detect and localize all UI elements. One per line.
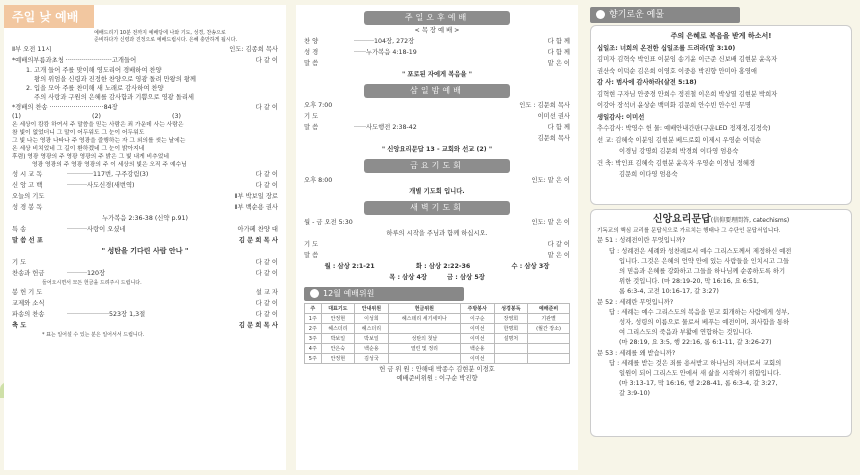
dawn-prayer-header: 새벽기도회 <box>364 201 510 215</box>
hymn-lyrics: 온 세상이 캄캄 하여서 주 말씀을 믿는 사람은 죄 가운데 사는 사람은 참 빛이 없었더니 그 말이 어두워도 그 눈이 어두워도 그 빛 나는 영광 나타나 주 영광을 즐행하는 자 그 외의를 씻는 날에는 온 세상 비치었네 그 길이 환하겠네 그 눈이 밝아지네 후렴) 영광 영광의 주 영광 영광의 주 밝은 그 빛 내게 비추었네 영광 영광의 주 영광 영광의 주 이 세상의 빛은 오직 주 예수님 <box>12 122 187 168</box>
tithe-label: 십일조: 너희의 온전한 십일조를 드려라(말 3:10) <box>597 44 736 52</box>
dawn-note: 하루의 시작을 주님과 함께 하십시오. <box>386 230 488 237</box>
order-row: 파송의 찬송 ·····················523장 1,3절 다 같 이 <box>12 311 278 318</box>
birthday-label: 생일감사: 이미선 <box>597 113 645 121</box>
sermon-row: 말 씀 선 포 김 문 희 목 사 <box>12 237 278 244</box>
friday-note: 개별 기도회 입니다. <box>409 188 465 195</box>
service-row: 말 씀 맡 은 이 <box>304 252 570 259</box>
service-time-row: Ⅱ부 오전 11시 인도: 김종희 목사 <box>12 46 278 53</box>
offerings-box <box>590 25 852 205</box>
catechism-question: 문 52 : 세례란 무엇입니까? <box>597 298 674 306</box>
catechism-question: 문 51 : 성례전이란 무엇입니까? <box>597 237 686 245</box>
offerings-headline: 주의 은혜로 복음을 받게 하소서! <box>670 32 772 40</box>
order-row: 신 앙 고 백 ··········사도신경(새번역) 다 같 이 <box>12 182 278 189</box>
offerer-names: 김혁현 구자님 안중경 안희수 정진철 이은희 박상열 김현분 박희자 <box>597 90 778 98</box>
service-row: 김문희 목사 <box>537 135 570 142</box>
offerer-names: 김미자 김혁숙 박인표 이분임 송기윤 이근준 신보배 김현분 윤옥자 <box>597 56 778 63</box>
bullet-icon <box>310 289 319 298</box>
service-row: 찬 양 ··········104장, 272장 다 함 께 <box>304 38 570 45</box>
offering-note: 들어오시면서 모든 헌금을 드려주시 드립니다. <box>42 280 142 286</box>
offerer-names: 김문희 이다영 엄용숙 <box>619 171 678 178</box>
wednesday-service-header: 삼일밤예배 <box>364 84 510 98</box>
service-row: 기 도 이미선 권사 <box>304 113 570 120</box>
service-row: 기 도 다 같 이 <box>304 241 570 248</box>
order-row: 기 도 다 같 이 <box>12 259 278 266</box>
service-row: 월 - 금 오전 5:30 인도: 맡 은 이 <box>304 219 570 226</box>
table-row: 4주 안은숙 백순용 열린 및 정리 백순용 <box>305 344 570 354</box>
thanks-label: 감 사: 범사에 감사하라(살전 5:18) <box>597 79 697 86</box>
song-verses: 1. 고개 들어 주를 맞이해 영도리어 경배하여 찬양 왕의 위엄을 신령과 진정한 찬양으로 영광 돌려 만왕의 왕께 2. 입을 모아 주를 찬미해 새 노래로 감사하여 찬양 주의 사랑과 구원의 은혜를 감사함과 기쁨으로 영광 돌리세 <box>26 67 196 101</box>
order-row: 찬송과 헌금 ··········120장 다 같 이 <box>12 270 278 277</box>
service-row: 성 경 ······누가복음 4:18-19 다 함 께 <box>304 49 570 56</box>
call-to-worship-row: *예배의부름과초청 ·······················고개들어 다 같 이 <box>12 57 278 64</box>
service-row: 오후 8:00 인도: 맡 은 이 <box>304 177 570 184</box>
offerer-names: 이강아 장석녀 윤상순 백미화 김문희 안수빈 안수인 무명 <box>597 102 751 109</box>
catechism-intro: 기독교의 핵심 교리를 문답식으로 가르치는 행태나 그 수단인 문답서입니다. <box>597 228 781 235</box>
service-row: 말 씀 ······사도행전 2:38-42 다 함 께 <box>304 124 570 131</box>
service-row: 말 씀 맡 은 이 <box>304 60 570 67</box>
order-row: 봉 헌 기 도 설 교 자 <box>12 289 278 296</box>
table-row: 5주 안정현 김성국 이미선 <box>305 354 570 364</box>
prep-committee: 예배준비위원 : 이구순 박진향 <box>396 375 478 382</box>
special-song-row: 특 송 ··········사랑이 오셨네 아가페 찬양 대 <box>12 226 278 233</box>
intro: 예배드리기 10분 전까지 예배당에 나와 기도, 성경, 찬송으로 준비하다가 신령과 진정으로 예배드립시다. 은혜 충만하게 됩시다. <box>94 30 238 43</box>
offerings-header: 향기로운 예물 <box>590 7 740 23</box>
catechism-title: 신앙요리문답(信仰要理問答, catechisms) <box>652 214 790 225</box>
mission-label: 선 교: 김혜숙 이분임 김현분 베드로회 이제시 우영순 이덕순 <box>597 136 762 144</box>
hymn-verse-numbers: (1) (2) (3) <box>12 113 181 120</box>
afternoon-sermon: " 포로된 자에게 복음을 " <box>401 71 473 78</box>
order-row: 성 시 교 독 ·············117번, 구주강림(3) 다 같 이 <box>12 171 278 178</box>
catechism-box: 신앙요리문답(信仰要理問答, catechisms) 기독교의 핵심 교리를 문답식으로 가르치는 행태나 그 수단인 문답서입니다. 문 51 : 성례전이란 무엇입니까? 답 : 성례전은 세례와 성찬례로서 예수 그리스도께서 제정하신 예전 입니다. 그것은 은혜의 언약 안에 있는 사람들을 인치시고 그들 의 믿음과 은혜를 강화하고 그들을 하나님께 순종하도록 하기 위한 것입니다. (마 28:19-20, 막 16:16, 요 6:51, 롬 6:3-4, 고전 10:16-17, 갈 3:27) 문 52 : 세례란 무엇입니까? 답 : 세례는 예수 그리스도의 복음을 믿고 회개하는 사람에게 성부, 성자, 성령의 이름으로 물로서 베푸는 예전이며, 죄사함을 통하 여 그리스도의 죽음과 부활에 연합하는 것입니다. (마 28:19, 요 3:5, 행 22:16, 롬 6:1-11, 갈 3:26-27) 문 53 : 세례를 왜 받습니까? 답 : 세례를 받는 것은 죄를 용서받고 하나님의 자녀로서 교회의 일원이 되어 그리스도 안에서 새 삶을 시작하기 위함입니다. (마 3:13-17, 막 16:16, 행 2:28-41, 롬 6:3-4, 갈 3:27, 갈 3:9-10) <box>590 209 852 437</box>
bible-reading-plan: 월 : 삼상 2:1-21 화 : 삼상 2:22-36 수 : 삼상 3장 <box>324 263 550 270</box>
page-title: 주일 낮 예배 <box>4 5 94 28</box>
afternoon-service-header: 주일오후예배 <box>364 11 510 25</box>
table-row: 2주 헤스더리 헤스더리 이미선 한명희 (월간 장소) <box>305 324 570 334</box>
panel-morning-service <box>4 5 286 470</box>
offerer-names: 권산숙 이덕순 김은희 이영호 이중용 박진향 안미아 홍영애 <box>597 67 757 75</box>
panel-other-services <box>296 5 578 470</box>
afternoon-subtitle: < 목 장 예 배 > <box>414 27 460 34</box>
hymn-row: *경배의 찬송 ···························84장 다 같 이 <box>12 104 278 111</box>
bullet-icon <box>596 10 605 19</box>
offering-committee: 헌 금 위 원 : 안해대 박종수 김현분 이경호 <box>379 366 495 373</box>
catechism-question: 문 53 : 세례를 왜 받습니까? <box>597 349 676 357</box>
panel-offerings-catechism <box>586 5 856 470</box>
catechism-answer: 답 : 세례는 예수 그리스도의 복음을 믿고 회개하는 사람에게 성부, <box>609 308 790 316</box>
table-row: 1주 안정현 이성희 헤스데리 세기세미나 이구순 장영희 기관별 <box>305 314 570 324</box>
catechism-answer: 답 : 성례전은 세례와 성찬례로서 예수 그리스도께서 제정하신 예전 <box>609 247 792 255</box>
harvest-label: 추수감사: 박영수 헌 물: 예배안내간판(구운LED 정재경,김정숙) <box>597 125 771 132</box>
offerer-names: 이경님 강명희 김문희 박경희 이다영 엄용숙 <box>619 148 739 155</box>
service-row: 오후 7:00 인도 : 김문희 목사 <box>304 102 570 109</box>
order-row: 교제와 소식 다 같 이 <box>12 300 278 307</box>
scripture-ref: 누가복음 2:36-38 (신약 p.91) <box>102 215 188 222</box>
december-committee-header: 12월 예배위원 <box>304 287 464 301</box>
wednesday-sermon: " 신앙요리문답 13 - 교회와 선교 (2) " <box>381 146 493 153</box>
catechism-answer: 답 : 세례를 받는 것은 죄를 용서받고 하나님의 자녀로서 교회의 <box>609 359 782 367</box>
benediction-row: 축 도 김 문 희 목 사 <box>12 322 278 329</box>
table-row: 3주 박보일 박보일 성탄의 첫날 이미선 설명처 <box>305 334 570 344</box>
standing-note: * 표는 일어설 수 있는 분은 일어서서 드립니다. <box>42 332 145 338</box>
friday-prayer-header: 금요기도회 <box>364 159 510 173</box>
building-label: 건 축: 박인표 김혜숙 김현분 윤옥자 우영순 이경님 정혜경 <box>597 159 756 167</box>
bible-reading-plan-2: 목 : 삼상 4장 금 : 삼상 5장 <box>389 274 485 281</box>
sermon-title: " 성탄을 기다린 사람 안나 " <box>101 247 189 255</box>
table-header-row: 주 대표기도 안내위원 헌금위원 주방봉사 성경봉독 예배준비 <box>305 304 570 314</box>
order-row: 오늘의 기도 Ⅱ부 박보일 장로 <box>12 193 278 200</box>
committee-table <box>304 303 570 364</box>
order-row: 성 경 봉 독 Ⅱ부 백순용 권사 <box>12 204 278 211</box>
